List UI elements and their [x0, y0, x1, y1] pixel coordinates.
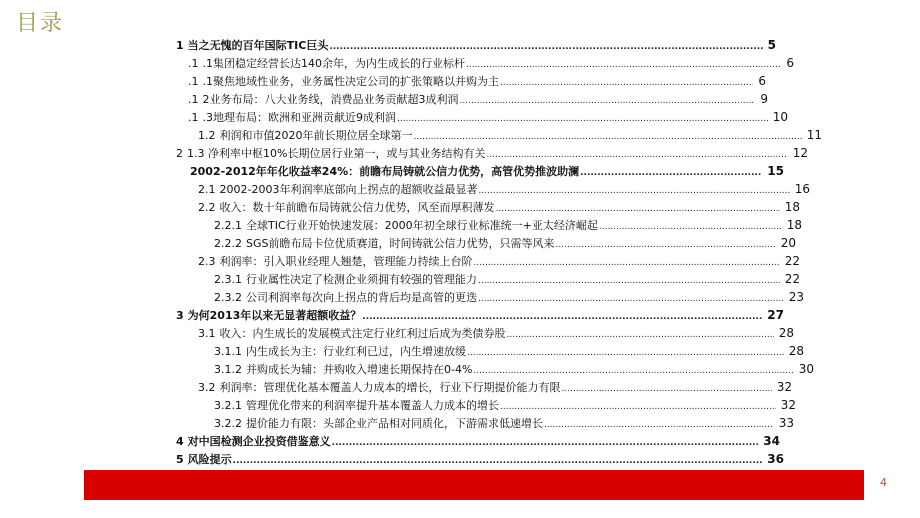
toc-entry-page: 15 [767, 164, 784, 178]
toc-entry[interactable] [188, 72, 766, 90]
toc-entry-page: 32 [776, 380, 792, 394]
toc-entry-number: 3.2.1 [214, 399, 242, 412]
toc-entry-text: 内生成长为主：行业红利已过，内生增速放缓 [246, 345, 466, 358]
toc-entry-text: 提价能力有限：头部企业产品相对同质化，下游需求低速增长 [246, 417, 543, 430]
toc-entry-text: SGS前瞻布局卡位优质赛道，时间铸就公信力优势，只需等风来 [246, 237, 555, 250]
toc-entry-text: 公司利润率每次向上拐点的背后均是高管的更迭 [246, 291, 477, 304]
toc-entry-text: 收入：数十年前瞻布局铸就公信力优势，风至而厚积薄发 [219, 201, 495, 214]
toc-entry-page: 36 [767, 452, 784, 466]
toc-entry[interactable] [198, 252, 800, 270]
toc-entry-number: 2.2.1 [214, 219, 242, 232]
toc-entry[interactable] [214, 360, 814, 378]
toc-entry-text: 利润和市值2020年前长期位居全球第一 [219, 129, 413, 142]
toc-entry[interactable] [188, 54, 794, 72]
toc-entry-number: .1 [188, 93, 199, 106]
toc-entry-number: .1 [188, 111, 199, 124]
toc-entry[interactable] [214, 216, 802, 234]
toc-entry-number: .1 [188, 75, 199, 88]
toc-entry-page: 16 [794, 182, 810, 196]
toc-entry-text: 并购成长为辅：并购收入增速长期保持在0-4% [246, 363, 473, 376]
toc-entry[interactable] [198, 378, 792, 396]
toc-entry-text: 1.3 净利率中枢10%长期位居行业第一，或与其业务结构有关 [187, 147, 486, 160]
toc-entry[interactable] [214, 270, 800, 288]
toc-entry[interactable] [188, 108, 788, 126]
toc-entry-text: 收入：内生成长的发展模式注定行业红利过后成为类债券股 [219, 327, 506, 340]
toc-entry-page: 11 [806, 128, 822, 142]
toc-entry-page: 23 [788, 290, 804, 304]
toc-entry-number: 2.3 [198, 255, 216, 268]
toc-leader-dots [233, 452, 763, 470]
toc-entry-text: 当之无愧的百年国际TIC巨头 [187, 39, 329, 52]
toc-entry-page: 27 [767, 308, 784, 322]
toc-entry-page: 32 [780, 398, 796, 412]
toc-entry-text: .1集团稳定经营长达140余年，为内生成长的行业标杆 [202, 57, 465, 70]
toc-entry-page: 34 [763, 434, 780, 448]
toc-entry[interactable] [176, 144, 808, 162]
toc-entry[interactable] [176, 450, 784, 468]
page-number: 4 [880, 476, 887, 489]
footer-bar [84, 470, 864, 500]
toc-entry[interactable] [214, 342, 804, 360]
toc-entry-number: 2.2.2 [214, 237, 242, 250]
toc-entry-text: 全球TIC行业开始快速发展：2000年初全球行业标准统一+亚太经济崛起 [246, 219, 598, 232]
toc-entry-number: 2.1 [198, 183, 216, 196]
toc-entry-page: 12 [792, 146, 808, 160]
toc-entry-text: 为何2013年以来无显著超额收益？ [187, 309, 362, 322]
toc-entry[interactable] [198, 180, 810, 198]
toc-entry[interactable] [186, 162, 784, 180]
toc-entry-text: 利润率：引入职业经理人翘楚，管理能力持续上台阶 [219, 255, 473, 268]
toc-entry-number: 2.2 [198, 201, 216, 214]
toc-entry[interactable] [176, 306, 784, 324]
toc-entry-page: 18 [784, 200, 800, 214]
toc-entry-text: 2002-2012年年化收益率24%：前瞻布局铸就公信力优势，高管优势推波助澜 [190, 165, 580, 178]
toc-entry-text: .1聚焦地域性业务，业务属性决定公司的扩张策略以并购为主 [202, 75, 499, 88]
toc-entry-text: 2002-2003年利润率底部向上拐点的超额收益最显著 [219, 183, 478, 196]
toc-entry-number: 3.1.2 [214, 363, 242, 376]
toc-entry[interactable] [188, 90, 768, 108]
toc-entry-number: .1 [188, 57, 199, 70]
toc-entry[interactable] [198, 126, 822, 144]
toc-entry-page: 28 [788, 344, 804, 358]
toc-entry-text: 行业属性决定了检测企业须拥有较强的管理能力 [246, 273, 477, 286]
toc-entry-number: 2.3.1 [214, 273, 242, 286]
toc-entry-number: 4 [176, 435, 184, 448]
toc-entry-page: 5 [767, 38, 776, 52]
toc-entry-text: 2业务布局：八大业务线，消费品业务贡献超3成利润 [202, 93, 459, 106]
toc-entry-page: 22 [784, 254, 800, 268]
toc-entry[interactable] [214, 396, 796, 414]
toc-entry-text: 利润率：管理优化基本覆盖人力成本的增长，行业下行期提价能力有限 [219, 381, 561, 394]
toc-entry-number: 3.1 [198, 327, 216, 340]
toc-entry[interactable] [176, 432, 780, 450]
toc-entry-number: 2.3.2 [214, 291, 242, 304]
toc-entry-number: 1 [176, 39, 184, 52]
toc-entry-number: 3.2.2 [214, 417, 242, 430]
toc-entry-page: 9 [760, 92, 768, 106]
toc-entry-text: .3地理布局：欧洲和亚洲贡献近9成利润 [202, 111, 396, 124]
toc-entry-page: 33 [778, 416, 794, 430]
toc-entry-page: 18 [786, 218, 802, 232]
toc-entry-page: 20 [780, 236, 796, 250]
toc-entry[interactable] [176, 36, 776, 54]
toc-entry[interactable] [214, 414, 794, 432]
toc-entry-page: 6 [758, 74, 766, 88]
toc-entry-number: 2 [176, 147, 183, 160]
toc-entry-page: 22 [784, 272, 800, 286]
toc-entry[interactable] [214, 288, 804, 306]
toc-entry-text: 风险提示 [187, 453, 232, 466]
toc-entry-number: 1.2 [198, 129, 216, 142]
toc-entry[interactable] [214, 234, 796, 252]
toc-entry-text: 对中国检测企业投资借鉴意义 [187, 435, 331, 448]
toc-entry-number: 5 [176, 453, 184, 466]
toc-entry-page: 10 [772, 110, 788, 124]
toc-entry[interactable] [198, 198, 800, 216]
toc-entry-number: 3.1.1 [214, 345, 242, 358]
toc-entry-page: 6 [786, 56, 794, 70]
toc-entry[interactable] [198, 324, 794, 342]
slide-title: 目录 [16, 11, 65, 36]
toc-entry-page: 28 [778, 326, 794, 340]
toc-entry-number: 3.2 [198, 381, 216, 394]
toc-entry-number: 3 [176, 309, 184, 322]
toc-entry-page: 30 [798, 362, 814, 376]
toc-entry-text: 管理优化带来的利润率提升基本覆盖人力成本的增长 [246, 399, 499, 412]
